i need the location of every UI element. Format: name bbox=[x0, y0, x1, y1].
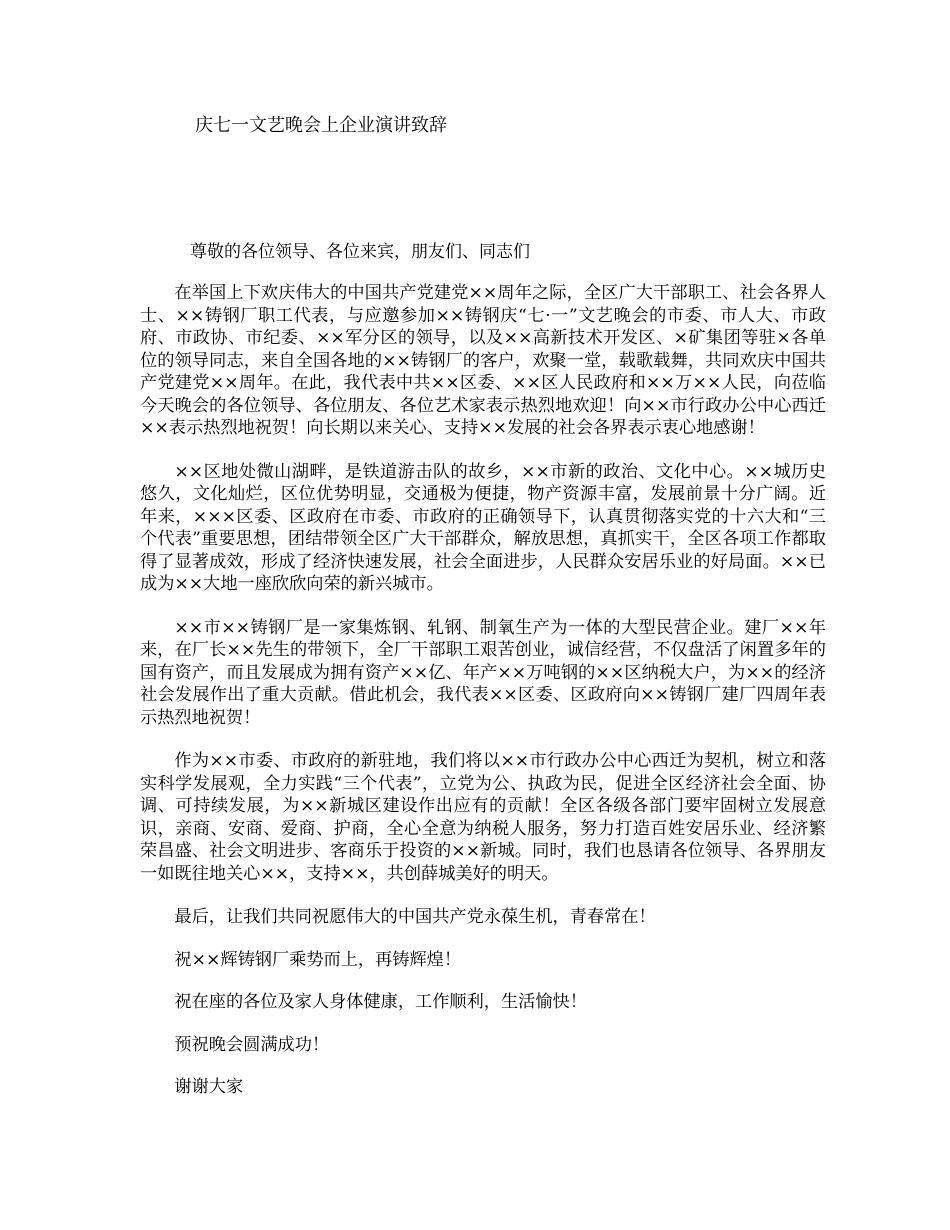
paragraph-plant-wish: 祝××辉铸钢厂乘势而上，再铸辉煌！ bbox=[174, 949, 462, 970]
paragraph-greeting: 在举国上下欢庆伟大的中国共产党建党××周年之际，全区广大干部职工、社会各界人士、××铸钢厂职工代表，与应邀参加××铸钢庆“七·一”文艺晚会的市委、市人大、市政府、市政协、市纪委、××军分区的领导，以及××高新技术开发区、×矿集团等驻×各单位的领导同志，来自全国各地的××铸钢厂的客户，欢聚一堂，载歌载舞，共同欢庆中国共产党建党××周年。在此，我代表中共××区委、××区人民政府和××万××人民，向莅临今天晚会的各位领导、各位朋友、各位艺术家表示热烈地欢迎！向××市行政办公中心西迁××表示热烈地祝贺！向长期以来关心、支持××发展的社会各界表示衷心地感谢！ bbox=[140, 283, 826, 438]
paragraph-health-wish: 祝在座的各位及家人身体健康，工作顺利，生活愉快！ bbox=[174, 992, 587, 1012]
document-title: 庆七一文艺晚会上企业演讲致辞 bbox=[195, 115, 447, 136]
paragraph-gala-wish: 预祝晚会圆满成功！ bbox=[174, 1034, 330, 1055]
paragraph-steel-plant: ××市××铸钢厂是一家集炼钢、轧钢、制氧生产为一体的大型民营企业。建厂××年来，在厂长××先生的带领下，全厂干部职工艰苦创业，诚信经营，不仅盘活了闲置多年的国有资产，而且发展成为拥有资产××亿、年产××万吨钢的××区纳税大户，为××的经济社会发展作出了重大贡献。借此机会，我代表××区委、区政府向××铸钢厂建厂四周年表示热烈地祝贺！ bbox=[140, 617, 826, 728]
salutation: 尊敬的各位领导、各位来宾，朋友们、同志们 bbox=[190, 242, 530, 262]
paragraph-thanks: 谢谢大家 bbox=[174, 1077, 244, 1097]
paragraph-district-intro: ××区地处微山湖畔，是铁道游击队的故乡，××市新的政治、文化中心。××城历史悠久，文化灿烂，区位优势明显，交通极为便捷，物产资源丰富，发展前景十分广阔。近年来，×××区委、区政府在市委、市政府的正确领导下，认真贯彻落实党的十六大和“三个代表”重要思想，团结带领全区广大干部群众，解放思想，真抓实干，全区各项工作都取得了显著成效，形成了经济快速发展，社会全面进步，人民群众安居乐业的好局面。××已成为××大地一座欣欣向荣的新兴城市。 bbox=[140, 461, 826, 594]
paragraph-closing-wish: 最后，让我们共同祝愿伟大的中国共产党永葆生机，青春常在！ bbox=[174, 907, 656, 927]
document-body bbox=[140, 282, 826, 1119]
paragraph-development: 作为××市委、市政府的新驻地，我们将以××市行政办公中心西迁为契机，树立和落实科学发展观，全力实践“三个代表”，立党为公、执政为民，促进全区经济社会全面、协调、可持续发展，为××新城区建设作出应有的贡献！全区各级各部门要牢固树立发展意识，亲商、安商、爱商、护商，全心全意为纳税人服务，努力打造百姓安居乐业、经济繁荣昌盛、社会文明进步、客商乐于投资的××新城。同时，我们也恳请各位领导、各界朋友一如既往地关心××，支持××，共创薛城美好的明天。 bbox=[140, 751, 826, 884]
